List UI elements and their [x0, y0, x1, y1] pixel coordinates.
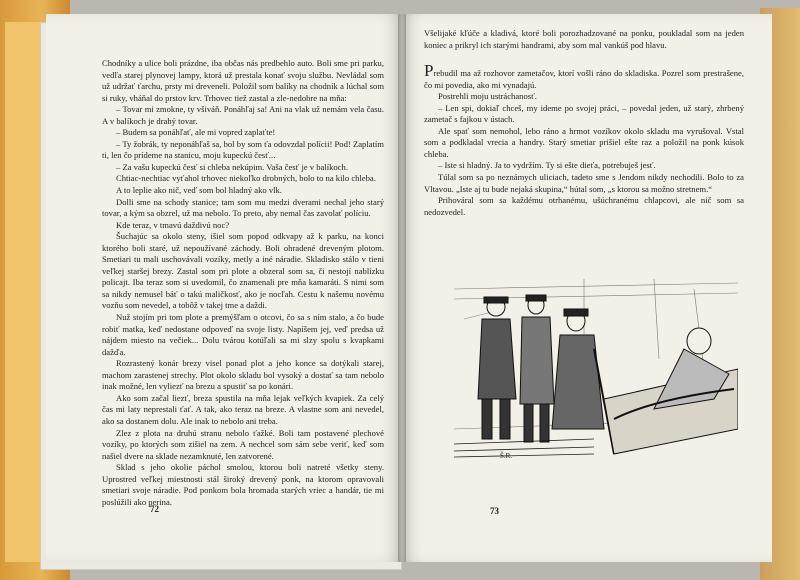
paragraph: – Iste si hladný. Ja to vydržím. Ty si ešte dieťa, potrebuješ jesť. [438, 160, 656, 171]
paragraph: Kde teraz, v tmavú daždivú noc? [116, 219, 230, 230]
paragraph: Chodníky a ulice boli prázdne, iba občas nás predbehlo auto. Boli sme pri parku, vedľa starej plynovej lampy, ktorá už prestala konať svoju službu. Nevládal som už udržať ťarchu, prsty mi dreveneli. Položil som balíky na chodník a lúchal som si ruky, vháňal do prstov krv. Trhovec tiež zastal a zle-nedobre na mňa: [102, 58, 384, 103]
paragraph: Šuchajúc sa okolo steny, išiel som popod odkvapy až k parku, na konci ktorého boli staré, už nepoužívané záchody. Boli ohradené dreveným plotom. Smetiari tu mali uschovávali vozíky, metly a iné náradie. Skladisko stálo v tieni veľkej staršej brezy. Zastal som pri plote a obzeral som sa, či nestojí nablízku policajt. Iba teraz som si uvedomil, čo znamenali pre mňa kamaráti. S nimi som sa nikdy nemusel báť o takú maličkosť, ako je nocľah. Cestu k našemu novému vozňu som nevedel, a tobôž v takej tme a daždi. [102, 231, 384, 311]
page-number: 72 [150, 504, 159, 514]
paragraph: – Za vašu kupeckú česť si chleba nekúpim. Vaša česť je v balíkoch. [116, 161, 348, 172]
left-page [46, 14, 402, 562]
paragraph: Ale spať som nemohol, lebo ráno a hrmot vozíkov okolo skladu ma vyrušoval. Vstal som a podkladal vrecia a handry. Starý smetiar prišiel ešte raz a položil na ponk kúsok chleba. [424, 125, 744, 159]
paragraph: A to leplie ako nič, veď som bol hladný ako vlk. [116, 185, 282, 196]
paragraph: Chtiac-nechtiac vyťahol trhovec niekoľko drobných, bolo to na kilo chleba. [116, 173, 376, 184]
book-gutter [398, 14, 406, 562]
paragraph: Postrehli moju ustráchanosť. [438, 91, 537, 102]
paragraph: – Ty žobrák, ty neponáhľaš sa, bol by som ťa odovzdal polícii! Pod! Zaplatím ti, len čo prídeme na stanicu, moju kupeckú česť... [102, 138, 384, 161]
paragraph: – Budem sa ponáhľať, ale mi vopred zaplaťte! [116, 127, 276, 138]
paragraph: Zlez z plota na druhú stranu nebolo ťažké. Boli tam postavené plechové vozíky, po ktorých som zišiel na zem. A nechcel som sám sebe veriť, keď som našiel dvere na sklade nezamknuté, len zatvorené. [102, 427, 384, 461]
paragraph: Ako som začal liezť, breza spustila na mňa lejak veľkých kvapiek. Za celý čas mi laty neprestali ťať. A tak, ako teraz na breze. A vlastne som ani nevedel, ako sa dostanem dolu. Ale inak to nebolo ani treba. [102, 392, 384, 426]
paragraph: Sklad s jeho okolie páchol smolou, ktorou boli natreté všetky steny. Uprostred veľkej miestnosti stál široký drevený ponk, na ktorom opravovali smetiari svoje náradie. Pod ponkom bola hromada starých vriec a handár, tie mi poslúžili ako perina. [102, 462, 384, 507]
left-page-text [102, 58, 384, 508]
paragraph-with-dropcap: Prebudil ma až rozhovor zametačov, ktorí vošli ráno do skladiska. Pozrel som prestrašene, čo mi povedia, ako mi vynadajú. [424, 61, 744, 90]
paragraph: Všelijaké kľúče a kladivá, ktoré boli porozhadzované na ponku, poukladal som na jeden koniec a prikryl ich starými handrami, aby som mal vankúš pod hlavu. [424, 28, 744, 50]
ink-illustration-sweepers-and-boy-icon [454, 279, 738, 463]
dropcap-letter: P [424, 61, 434, 81]
paragraph: Prihováral som sa každému otrhanému, ušúchranému chlapcovi, ale nič som sa nedozvedel. [424, 195, 744, 217]
paragraph: Dolli sme na schody stanice; tam som mu medzi dverami nechal jeho starý tovar, a kým sa obzrel, už ma nebolo. To preto, aby nemal čas zavolať políciu. [102, 196, 384, 219]
paragraph: Túlal som sa po neznámych uliciach, tadeto sme s Jendom nikdy nechodili. Bolo to za Vltavou. „Iste aj tu bude nejaká skupina,“ hútal som, „s ktorou sa možno stretnem.“ [424, 172, 744, 194]
paragraph: – Len spi, dokiaľ chceš, my ideme po svojej práci, – povedal jeden, už starý, zhrbený zametač s fajkou v ústach. [424, 102, 744, 125]
paragraph: – Tovar mi zmokne, ty všiváň. Ponáhľaj sa! Ani na vlak už nemám vela času. A v balíkoch je drahý tovar. [102, 104, 384, 126]
page-number: 73 [490, 506, 499, 516]
right-page [402, 14, 772, 562]
paragraph: Rozrastený konár brezy visel ponad plot a jeho konce sa dotýkali starej, machom zarastenej strechy. Plot okolo skladu bol vysoký a dostať sa tam nebolo inak možné, len vyliezť na brezu a spustiť sa po konári. [102, 358, 384, 392]
illustration-signature: Š.R. [500, 452, 513, 460]
right-page-text [424, 28, 744, 218]
paragraph: Nuž stojím pri tom plote a premýšľam o otcovi, čo sa s ním stalo, a čo bude robiť matka, keď nedostane odpoveď na svoje listy. Napíšem jej, veď predsa už nájdem miesto na večiek... Dolu tvárou kotúľali sa mi slzy spolu s kvapkami dažďa. [102, 312, 384, 357]
